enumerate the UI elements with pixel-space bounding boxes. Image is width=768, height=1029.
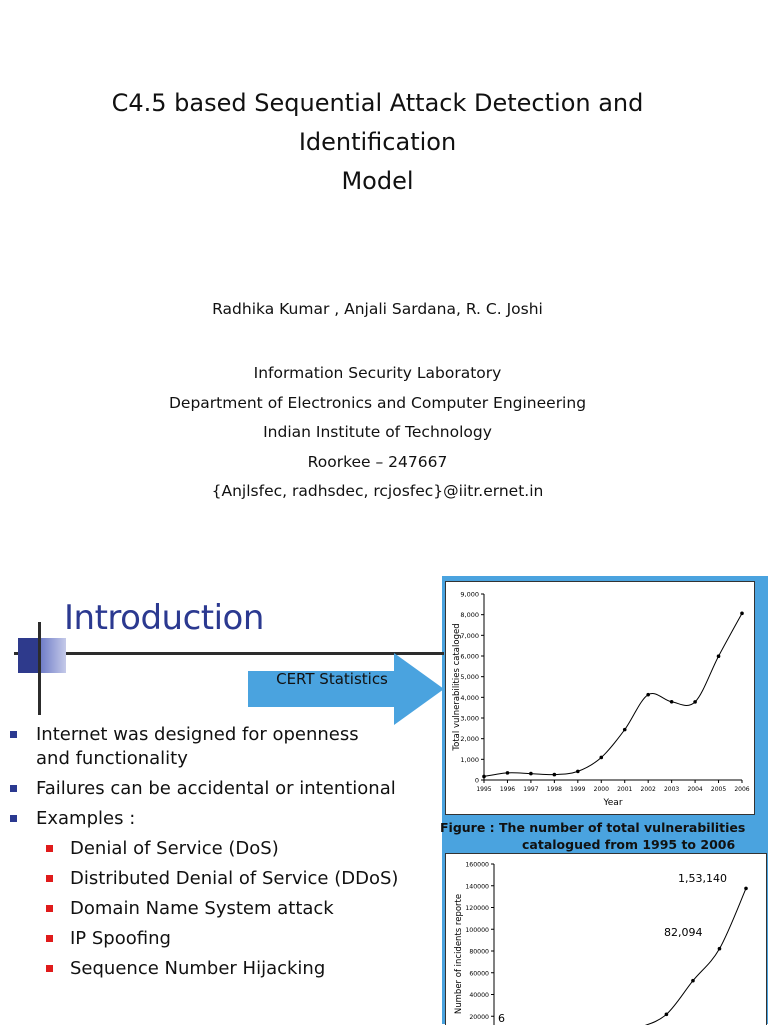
vulnerabilities-chart-svg [446, 582, 754, 814]
y-tick-label: 3,000 [460, 714, 479, 723]
list-item [8, 957, 448, 981]
bullet-text: and functionality [36, 748, 188, 769]
intro-slide [0, 545, 768, 1024]
square-bullet-icon [46, 905, 53, 912]
bullet-text: Domain Name System attack [70, 898, 334, 919]
y-tick-label: 9,000 [460, 590, 479, 599]
y-tick-label: 0 [474, 776, 479, 785]
data-point [529, 772, 533, 776]
data-point [744, 887, 748, 891]
x-tick-label: 1999 [570, 786, 586, 793]
affiliation-email: {Anjlsfec, radhsdec, rcjosfec}@iitr.ernet.in [211, 482, 544, 500]
square-bullet-icon [46, 965, 53, 972]
list-item [8, 807, 448, 831]
x-tick-label: 1997 [523, 786, 539, 793]
data-label: 82,094 [664, 926, 703, 939]
caption-line: catalogued from 1995 to 2006 [522, 837, 736, 852]
x-tick-label: 2004 [687, 786, 703, 793]
data-point [718, 947, 722, 951]
incidents-chart [445, 853, 767, 1025]
bullet-text: Internet was designed for openness [36, 724, 359, 745]
series-line [484, 613, 742, 776]
arrow-label: CERT Statistics [276, 670, 388, 688]
data-label: 1,53,140 [678, 872, 727, 885]
y-tick-label: 4,000 [460, 693, 479, 702]
bullet-text: IP Spoofing [70, 928, 171, 949]
title-line: Identification [298, 128, 457, 156]
affiliation-line: Department of Electronics and Computer Engineering [168, 393, 587, 412]
cert-statistics-arrow [248, 653, 448, 725]
square-bullet-icon [46, 935, 53, 942]
data-point [670, 700, 674, 704]
x-tick-label: 1995 [476, 786, 492, 793]
data-point [599, 756, 603, 760]
title-rule-vertical [38, 622, 41, 715]
data-point [740, 612, 744, 616]
x-tick-label: 2003 [663, 786, 680, 793]
data-point [665, 1013, 669, 1017]
y-tick-label: 40000 [469, 992, 489, 999]
data-label: 6 [498, 1012, 505, 1025]
title-line: C4.5 based Sequential Attack Detection and [111, 89, 644, 117]
x-tick-label: 2006 [734, 786, 750, 793]
y-tick-label: 160000 [465, 861, 489, 869]
x-axis-label: Year [603, 798, 623, 808]
vulnerabilities-chart [445, 581, 755, 815]
y-tick-label: 1,000 [460, 755, 479, 764]
list-item [8, 777, 448, 801]
y-tick-label: 8,000 [460, 611, 479, 620]
data-point [506, 771, 510, 775]
x-tick-label: 2002 [640, 786, 656, 793]
square-bullet-icon [10, 785, 17, 792]
square-bullet-icon [10, 731, 17, 738]
data-point [553, 773, 557, 777]
affiliation-line: Roorkee – 247667 [307, 452, 448, 471]
y-axis-label: Total vulnerabilities cataloged [452, 623, 462, 751]
title-accent-square-dark [18, 638, 40, 673]
y-tick-label: 100000 [465, 926, 489, 934]
square-bullet-icon [46, 875, 53, 882]
x-tick-label: 2005 [710, 786, 727, 793]
y-tick-label: 20000 [469, 1013, 489, 1021]
list-item [8, 837, 448, 861]
list-item [8, 867, 448, 891]
y-tick-label: 2,000 [460, 735, 479, 744]
list-item [8, 897, 448, 921]
authors: Radhika Kumar , Anjali Sardana, R. C. Joshi [212, 300, 543, 318]
square-bullet-icon [10, 815, 17, 822]
list-item [8, 927, 448, 951]
y-axis-label: Number of incidents reporte [454, 893, 464, 1015]
affiliation-line: Indian Institute of Technology [263, 423, 492, 441]
y-tick-label: 5,000 [460, 673, 479, 682]
series-line [534, 888, 746, 1025]
slide-heading: Introduction [64, 598, 264, 638]
x-tick-label: 1998 [546, 786, 563, 793]
affiliation [0, 359, 755, 507]
data-point [691, 979, 695, 983]
x-tick-label: 2000 [593, 786, 609, 793]
y-tick-label: 120000 [465, 905, 489, 912]
data-point [623, 728, 627, 732]
square-bullet-icon [46, 845, 53, 852]
x-tick-label: 2001 [617, 786, 633, 793]
data-point [717, 654, 721, 658]
affiliation-line: Information Security Laboratory [253, 364, 502, 382]
data-point [646, 693, 650, 697]
caption-line: Figure : The number of total vulnerabilities [440, 820, 746, 835]
slide-title [0, 84, 755, 201]
data-point [693, 700, 697, 704]
y-tick-label: 80000 [469, 948, 489, 956]
list-item [8, 723, 448, 771]
y-tick-label: 140000 [465, 883, 489, 891]
bullet-text: Failures can be accidental or intentional [36, 778, 396, 799]
title-line: Model [341, 167, 414, 195]
incidents-chart-svg [446, 854, 766, 1025]
bullet-text: Sequence Number Hijacking [70, 958, 326, 979]
y-tick-label: 60000 [469, 970, 489, 978]
y-tick-label: 7,000 [460, 631, 479, 640]
figure-caption [440, 819, 768, 853]
bullet-text: Denial of Service (DoS) [70, 838, 279, 859]
data-point [576, 770, 580, 774]
y-tick-label: 6,000 [460, 652, 479, 661]
bullet-text: Examples : [36, 808, 136, 829]
bullet-text: Distributed Denial of Service (DDoS) [70, 868, 399, 889]
x-tick-label: 1996 [499, 786, 516, 793]
data-point [482, 775, 486, 779]
bullet-list [8, 723, 448, 987]
